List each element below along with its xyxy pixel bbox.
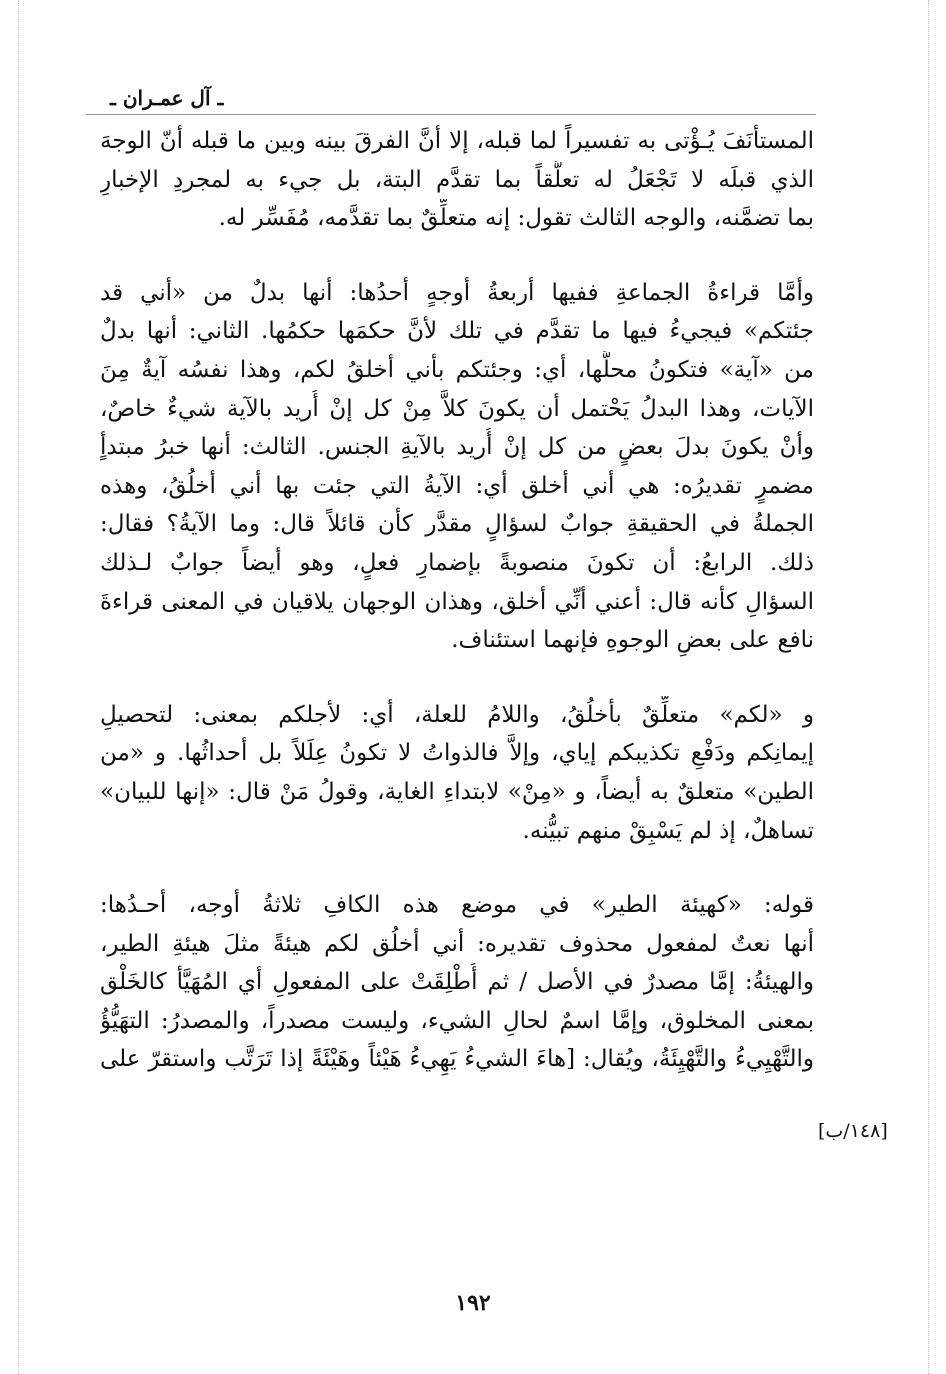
margin-note: [١٤٨/ب] <box>818 1120 888 1142</box>
text-line: والهيئةُ: إمَّا مصدرٌ في الأصل / ثم أُطْلِقَتْ على المفعولِ أي المُهَيَّأ كالخَلْق <box>100 969 814 996</box>
text-line: قوله: «كهيئة الطير» في موضع هذه الكافِ ثلاثةُ أوجه، أحـدُها: <box>100 892 814 919</box>
text-line: الطين» متعلقٌ به أيضاً، و «مِنْ» لابتداءِ الغاية، وقولُ مَنْ قال: «إنها للبيان» <box>100 778 814 805</box>
text-line: بما تضمَّنه، والوجه الثالث تقول: إنه متعلِّقٌ بما تقدَّمه، مُفَسِّر له. <box>218 205 814 232</box>
header-rule <box>86 114 816 115</box>
text-line: المستأنَفَ يُـؤْتى به تفسيراً لما قبله، إلا أنَّ الفرقَ بينه وبين ما قبله أنّ الوجهَ <box>100 128 814 154</box>
text-line: بمعنى المخلوق، وإمَّا اسمٌ لحالِ الشيء، وليست مصدراً، والمصدرُ: التهَيُّؤُ <box>100 1007 814 1034</box>
text-line: ذلك. الرابعُ: أن تكونَ منصوبةً بإضمارِ فعلٍ، وهو أيضاً جوابٌ لـذلك <box>100 549 814 576</box>
text-line: من «آية» فتكونُ محلَّها، أي: وجئتكم بأني أخلقُ لكم، وهذا نفسُه آيةٌ مِنَ <box>100 356 814 383</box>
text-line: الجملةُ في الحقيقةِ جوابٌ لسؤالٍ مقدَّر كأن قائلاً قال: وما الآيةُ؟ فقال: <box>100 511 814 538</box>
text-line: الآيات، وهذا البدلُ يَحْتمل أن يكونَ كلاًّ مِنْ كل إنْ أُريد بالآية شيءٌ خاصٌ، <box>100 395 814 422</box>
paragraph <box>100 122 814 238</box>
paragraph <box>100 696 814 850</box>
text-line: وأمَّا قراءةُ الجماعةِ ففيها أربعةُ أوجهٍ أحدُها: أنها بدلٌ من «أني قد <box>100 279 814 306</box>
paragraph <box>100 886 814 1079</box>
text-line: الذي قبلَه لا تَجْعَلُ له تعلُّقاً بما تقدَّم البتة، بل جيء به لمجردِ الإخبارِ <box>100 166 814 193</box>
paragraph-gap <box>100 850 814 886</box>
text-line: نافع على بعضِ الوجوهِ فإنهما استئناف. <box>451 627 814 654</box>
body-text <box>100 122 814 1079</box>
text-line: والتَّهْيِيءُ والتَّهْيِئَةُ، ويُقال: [هاءَ الشيءُ يَهِيءُ هَيْئاً وهَيْئَةً إذا تَرَتَّب واستقرّ على <box>100 1046 814 1073</box>
paragraph-gap <box>100 238 814 274</box>
text-line: جئتكم» فيجيءُ فيها ما تقدَّم في تلك لأنَّ حكمَها حكمُها. الثاني: أنها بدلٌ <box>100 318 814 345</box>
text-line: مضمرٍ تقديرُه: هي أني أخلق أي: الآيةُ التي جئت بها أني أخلُقُ، وهذه <box>100 472 814 499</box>
text-line: إيمانِكم ودَفْعِ تكذيبكم إياي، وإلاَّ فالذواتُ لا تكونُ عِلَلاً بل أحداثُها. و «من <box>100 740 814 767</box>
page-number: ١٩٢ <box>455 1290 491 1316</box>
running-header: ـ آل عمـران ـ <box>110 86 224 110</box>
paragraph <box>100 274 814 660</box>
scan-edge-left <box>18 0 20 1374</box>
paragraph-gap <box>100 660 814 696</box>
text-line: السؤالِ كأنه قال: أعني أنِّي أخلق، وهذان الوجهان يلاقيان في المعنى قراءةَ <box>100 588 814 615</box>
scan-edge-right <box>928 0 930 1374</box>
text-line: و «لكم» متعلِّقٌ بأخلُقُ، واللامُ للعلة، أي: لأجلكم بمعنى: لتحصيلِ <box>100 701 814 728</box>
text-line: تساهلٌ، إذ لم يَسْبِقْ منهم تبيُّنه. <box>522 817 814 844</box>
text-line: وأنْ يكونَ بدلَ بعضٍ من كل إنْ أُريد بالآيةِ الجنس. الثالث: أنها خبرُ مبتدأٍ <box>100 434 814 461</box>
text-line: أنها نعتٌ لمفعول محذوف تقديره: أني أخلُق لكم هيئةً مثلَ هيئةِ الطير، <box>100 930 814 957</box>
